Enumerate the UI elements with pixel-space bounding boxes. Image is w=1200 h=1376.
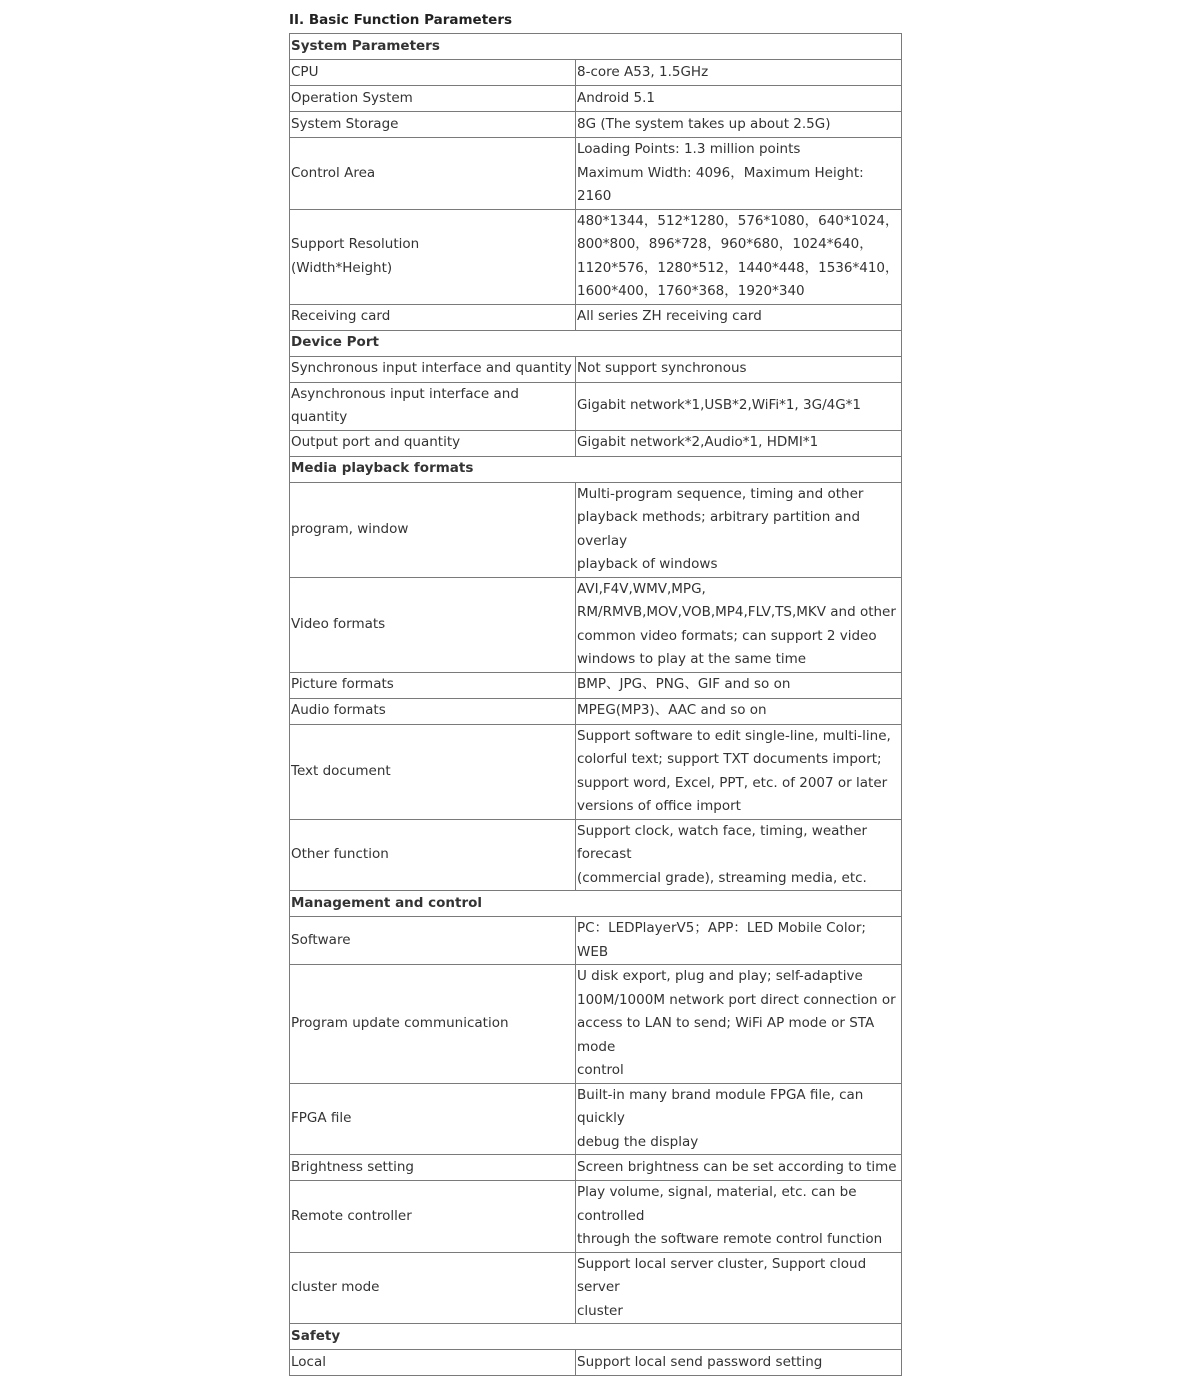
table-row	[290, 209, 902, 304]
parameter-name: Operation System	[290, 86, 576, 112]
table-row	[290, 382, 902, 430]
parameter-value: BMP、JPG、PNG、GIF and so on	[576, 672, 902, 698]
parameter-name: Local	[290, 1350, 576, 1376]
parameter-name: CPU	[290, 60, 576, 86]
parameter-name: FPGA file	[290, 1083, 576, 1155]
parameter-name: Software	[290, 917, 576, 965]
parameter-value: Not support synchronous	[576, 356, 902, 382]
table-row	[290, 672, 902, 698]
spec-table	[289, 33, 902, 1376]
parameter-value: PC：LEDPlayerV5；APP：LED Mobile Color; WEB	[576, 917, 902, 965]
parameter-name: Control Area	[290, 138, 576, 210]
parameter-value: Multi-program sequence, timing and other playback methods; arbitrary partition and overlay playback of windows	[576, 482, 902, 577]
table-row	[290, 60, 902, 86]
section-heading: Management and control	[290, 891, 902, 917]
parameter-name: Support Resolution (Width*Height)	[290, 209, 576, 304]
parameter-value: MPEG(MP3)、AAC and so on	[576, 698, 902, 724]
parameter-value: 8G (The system takes up about 2.5G)	[576, 112, 902, 138]
parameter-name: Receiving card	[290, 304, 576, 330]
section-header-row	[290, 34, 902, 60]
table-row	[290, 724, 902, 819]
parameter-value: Support local server cluster, Support cloud server cluster	[576, 1252, 902, 1324]
parameter-name: program, window	[290, 482, 576, 577]
section-header-row	[290, 1324, 902, 1350]
parameter-value: Play volume, signal, material, etc. can be controlled through the software remote control function	[576, 1181, 902, 1253]
parameter-name: Remote controller	[290, 1181, 576, 1253]
page-title: II. Basic Function Parameters	[289, 12, 513, 28]
parameter-value: 480*1344，512*1280，576*1080，640*1024， 800*800，896*728，960*680，1024*640， 1120*576，1280*512，1440*448，1536*410， 1600*400，1760*368，1920*340	[576, 209, 902, 304]
table-row	[290, 112, 902, 138]
spec-table-body	[290, 34, 902, 1376]
parameter-value: Built-in many brand module FPGA file, can quickly debug the display	[576, 1083, 902, 1155]
table-row	[290, 356, 902, 382]
parameter-name: Audio formats	[290, 698, 576, 724]
parameter-name: Asynchronous input interface and quantity	[290, 382, 576, 430]
table-row	[290, 304, 902, 330]
parameter-value: Support local send password setting	[576, 1350, 902, 1376]
parameter-value: Gigabit network*2,Audio*1, HDMI*1	[576, 430, 902, 456]
parameter-value: 8-core A53, 1.5GHz	[576, 60, 902, 86]
table-row	[290, 577, 902, 672]
table-row	[290, 430, 902, 456]
parameter-value: Support software to edit single-line, multi-line, colorful text; support TXT documents import; support word, Excel, PPT, etc. of 2007 or later versions of office import	[576, 724, 902, 819]
section-header-row	[290, 891, 902, 917]
section-heading: Device Port	[290, 330, 902, 356]
table-row	[290, 86, 902, 112]
parameter-value: Screen brightness can be set according to time	[576, 1155, 902, 1181]
parameter-value: Gigabit network*1,USB*2,WiFi*1, 3G/4G*1	[576, 382, 902, 430]
table-row	[290, 138, 902, 210]
parameter-value: Support clock, watch face, timing, weather forecast (commercial grade), streaming media, etc.	[576, 819, 902, 891]
parameter-name: Brightness setting	[290, 1155, 576, 1181]
table-row	[290, 819, 902, 891]
parameter-name: Text document	[290, 724, 576, 819]
parameter-name: cluster mode	[290, 1252, 576, 1324]
section-header-row	[290, 330, 902, 356]
parameter-name: Video formats	[290, 577, 576, 672]
section-heading: Safety	[290, 1324, 902, 1350]
table-row	[290, 698, 902, 724]
table-row	[290, 1350, 902, 1376]
parameter-name: Output port and quantity	[290, 430, 576, 456]
table-row	[290, 965, 902, 1084]
table-row	[290, 1181, 902, 1253]
parameter-value: AVI,F4V,WMV,MPG, RM/RMVB,MOV,VOB,MP4,FLV,TS,MKV and other common video formats; can support 2 video windows to play at the same time	[576, 577, 902, 672]
table-row	[290, 1083, 902, 1155]
section-heading: Media playback formats	[290, 456, 902, 482]
parameter-name: System Storage	[290, 112, 576, 138]
parameter-value: Android 5.1	[576, 86, 902, 112]
table-row	[290, 482, 902, 577]
table-row	[290, 1252, 902, 1324]
table-row	[290, 1155, 902, 1181]
parameter-name: Program update communication	[290, 965, 576, 1084]
table-row	[290, 917, 902, 965]
parameter-name: Synchronous input interface and quantity	[290, 356, 576, 382]
section-heading: System Parameters	[290, 34, 902, 60]
parameter-value: Loading Points: 1.3 million points Maximum Width: 4096，Maximum Height: 2160	[576, 138, 902, 210]
parameter-value: U disk export, plug and play; self-adaptive 100M/1000M network port direct connection or access to LAN to send; WiFi AP mode or STA mode control	[576, 965, 902, 1084]
section-header-row	[290, 456, 902, 482]
parameter-name: Other function	[290, 819, 576, 891]
parameter-value: All series ZH receiving card	[576, 304, 902, 330]
parameter-name: Picture formats	[290, 672, 576, 698]
